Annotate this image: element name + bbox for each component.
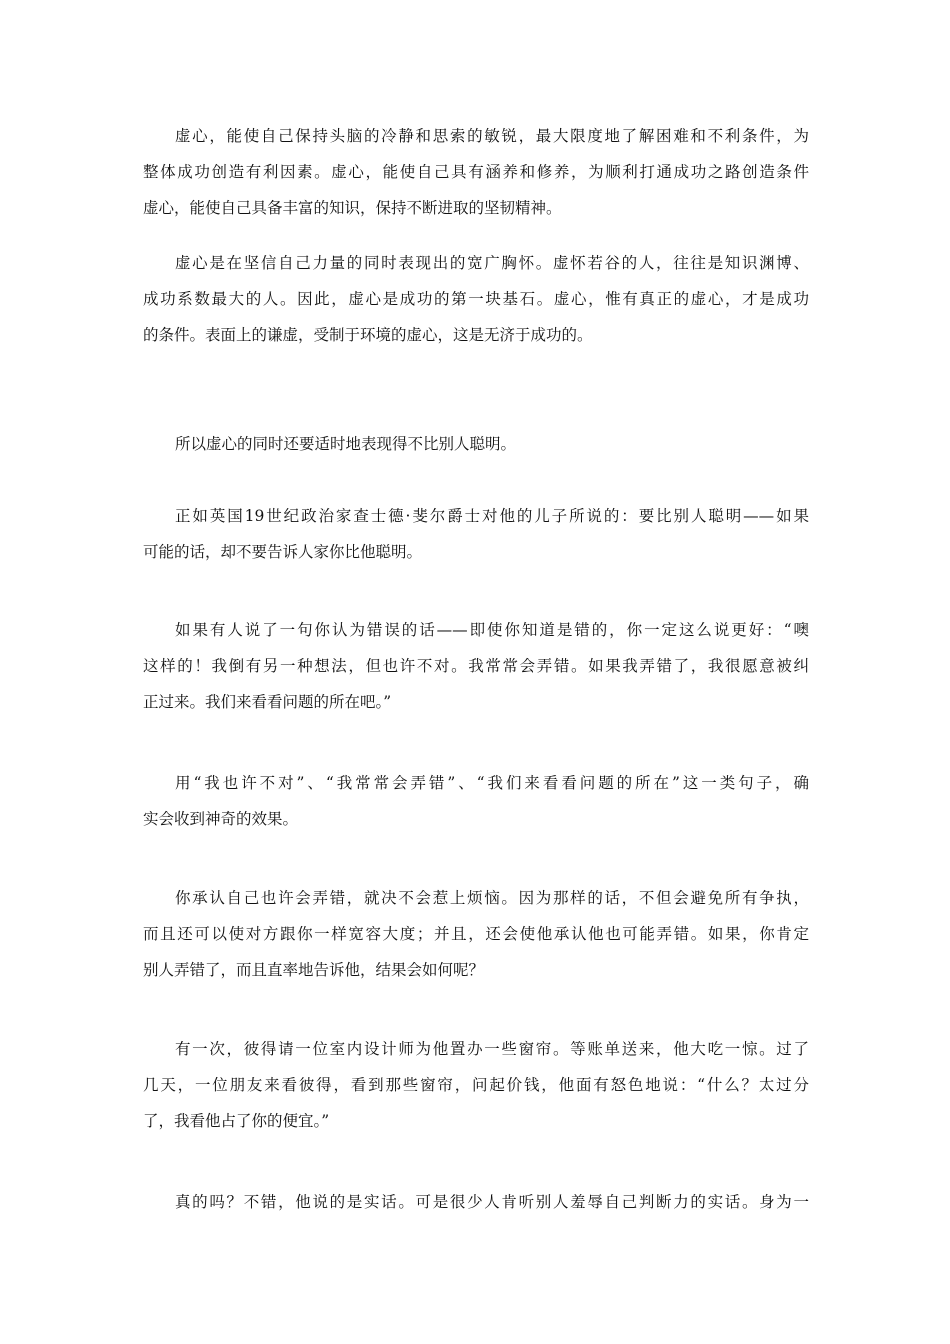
text-line: 虚心是在坚信自己力量的同时表现出的宽广胸怀。虚怀若谷的人，往往是知识渊博、: [175, 254, 809, 272]
text-line: 实会收到神奇的效果。: [143, 810, 299, 828]
text-line: 几天，一位朋友来看彼得，看到那些窗帘，问起价钱，他面有怒色地说：“什么？太过分: [143, 1076, 809, 1094]
text-line: 有一次，彼得请一位室内设计师为他置办一些窗帘。等账单送来，他大吃一惊。过了: [175, 1040, 809, 1058]
paragraph-humility-foundation: [143, 245, 809, 353]
paragraph-peter-curtains: [143, 1031, 809, 1139]
text-line: 了，我看他占了你的便宜。”: [143, 1112, 330, 1130]
paragraph-magic-phrases: [143, 765, 809, 837]
text-line: 成功系数最大的人。因此，虚心是成功的第一块基石。虚心，惟有真正的虚心，才是成功: [143, 290, 809, 308]
text-line: 别人弄错了，而且直率地告诉他，结果会如何呢？: [143, 961, 485, 979]
paragraph-admit-wrong: [143, 612, 809, 720]
text-line: 可能的话，却不要告诉人家你比他聪明。: [143, 543, 423, 561]
text-line: 整体成功创造有利因素。虚心，能使自己具有涵养和修养，为顺利打通成功之路创造条件: [143, 163, 809, 181]
text-line: 真的吗？不错，他说的是实话。可是很少人肯听别人羞辱自己判断力的实话。身为一: [175, 1193, 809, 1211]
text-line: 正过来。我们来看看问题的所在吧。”: [143, 693, 392, 711]
text-line: 用“我也许不对”、“我常常会弄错”、“我们来看看问题的所在”这一类句子，确: [175, 774, 809, 792]
text-line: 如果有人说了一句你认为错误的话——即使你知道是错的，你一定这么说更好：“噢: [175, 621, 809, 639]
text-line: 所以虚心的同时还要适时地表现得不比别人聪明。: [175, 435, 517, 453]
paragraph-humility-benefits: [143, 118, 809, 226]
paragraph-avoid-trouble: [143, 880, 809, 988]
text-line: 正如英国19世纪政治家查士德·斐尔爵士对他的儿子所说的：要比别人聪明——如果: [175, 507, 809, 525]
text-line: 虚心，能使自己保持头脑的冷静和思索的敏锐，最大限度地了解困难和不利条件，为: [175, 127, 809, 145]
paragraph-truth: [143, 1184, 809, 1220]
text-line: 而且还可以使对方跟你一样宽容大度；并且，还会使他承认他也可能弄错。如果，你肯定: [143, 925, 809, 943]
paragraph-chesterfield-quote: [143, 498, 809, 570]
text-line: 这样的！我倒有另一种想法，但也许不对。我常常会弄错。如果我弄错了，我很愿意被纠: [143, 657, 809, 675]
text-line: 虚心，能使自己具备丰富的知识，保持不断进取的坚韧精神。: [143, 199, 562, 217]
text-line: 你承认自己也许会弄错，就决不会惹上烦恼。因为那样的话，不但会避免所有争执，: [175, 889, 809, 907]
text-line: 的条件。表面上的谦虚，受制于环境的虚心，这是无济于成功的。: [143, 326, 593, 344]
paragraph-not-smarter: [143, 426, 809, 462]
